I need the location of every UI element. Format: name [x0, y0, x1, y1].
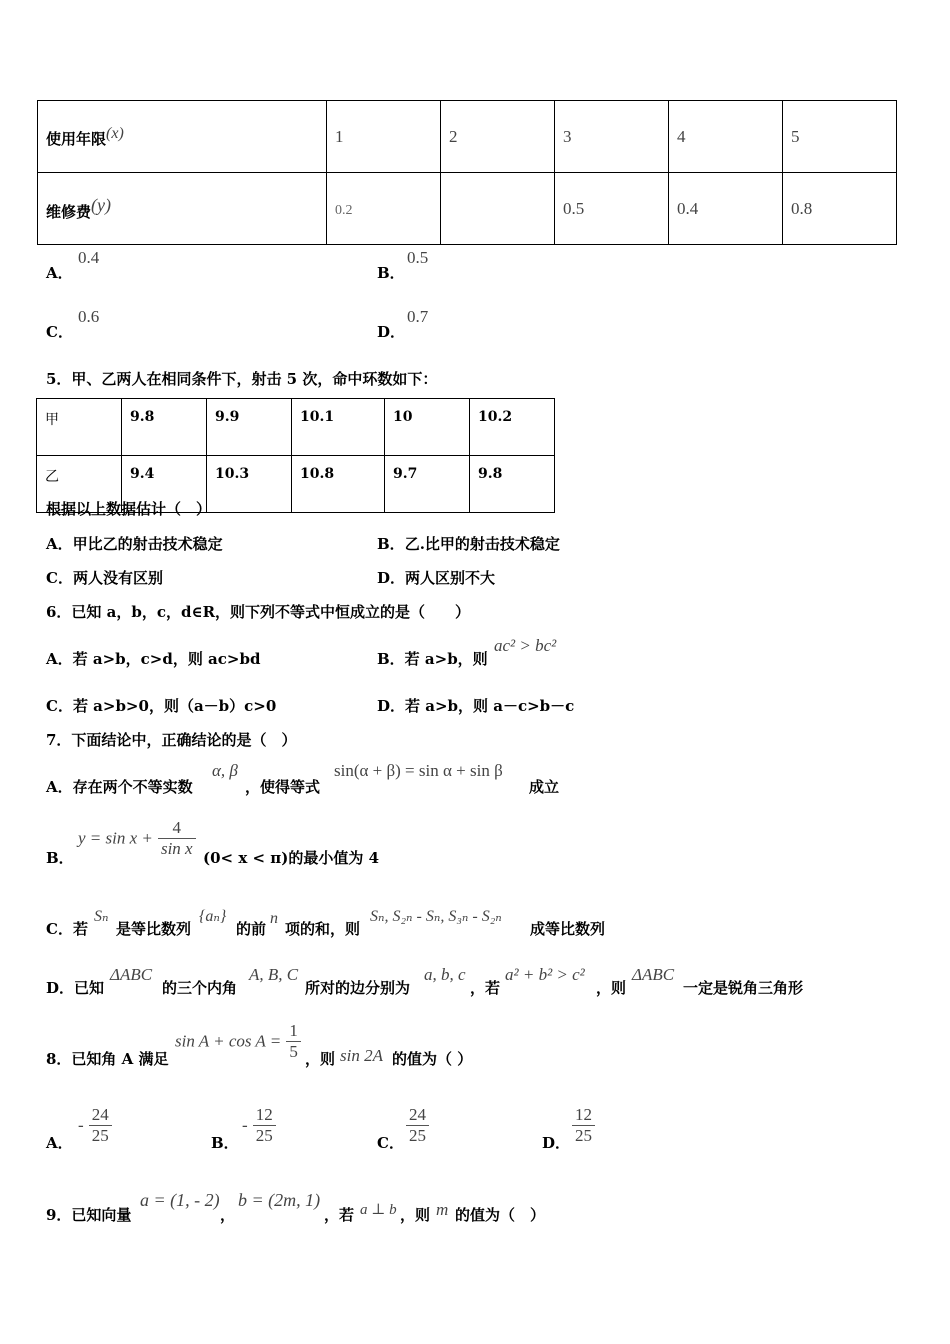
q9-comma: ， — [220, 1206, 236, 1224]
table-cell: 10.2 — [470, 399, 555, 456]
table-row — [37, 399, 555, 456]
q8-option-d: D． — [542, 1134, 571, 1152]
table-row — [38, 173, 897, 245]
q5-option-d: D．两人区别不大 — [377, 569, 496, 587]
table-cell: 10.1 — [292, 399, 385, 456]
option-c-value: 0.6 — [78, 307, 100, 326]
q9-stem: 9．已知向量 — [46, 1206, 132, 1224]
q7-a-vars: α, β — [212, 761, 238, 780]
table-cell: 9.7 — [385, 456, 470, 513]
q7-d-mid3: ，若 — [470, 979, 501, 997]
option-b: B． — [377, 264, 405, 282]
option-d: D． — [377, 323, 406, 341]
q5-after: 根据以上数据估计（ ） — [46, 500, 212, 518]
q7-b-math: y = sin x + $\frac{4}{\text{sin x}}$ — [78, 818, 196, 859]
maintenance-table — [37, 100, 897, 245]
q5-option-b: B．乙.比甲的射击技术稳定 — [377, 535, 560, 553]
q8-sin2a: sin 2A — [340, 1046, 383, 1065]
q7-a-post: 成立 — [529, 778, 560, 796]
q7-stem: 7．下面结论中，正确结论的是（ ） — [46, 731, 297, 749]
q8-option-b-value: - $\frac{12}{25}$ — [242, 1105, 276, 1146]
table-cell: 3 — [555, 101, 669, 173]
q6-option-c: C．若 a>b>0，则（a－b）c>0 — [46, 697, 277, 715]
q8-stem-post: 的值为（ ） — [392, 1050, 473, 1068]
table-cell: 9.4 — [122, 456, 207, 513]
q8-stem-mid: ，则 — [305, 1050, 336, 1068]
q7-c-mid1: 是等比数列 — [116, 920, 192, 938]
table-cell: 0.5 — [555, 173, 669, 245]
table-cell: 1 — [327, 101, 441, 173]
table-cell: 9.8 — [122, 399, 207, 456]
q7-d-triangle-2: ΔABC — [632, 965, 675, 984]
q9-vector-a: a = (1, - 2) — [140, 1190, 220, 1210]
shooting-table — [36, 398, 555, 513]
q7-option-a: A．存在两个不等实数 — [46, 778, 193, 796]
q5-option-a: A．甲比乙的射击技术稳定 — [46, 535, 223, 553]
option-a-value: 0.4 — [78, 248, 100, 267]
row-label-cost: 维修费(y) — [38, 173, 327, 245]
table-cell: 0.8 — [783, 173, 897, 245]
q8-option-c-value: $\frac{24}{25}$ — [406, 1105, 429, 1146]
q6-stem: 6．已知 a，b，c，d∈R，则下列不等式中恒成立的是（ ） — [46, 603, 471, 621]
option-a: A． — [46, 264, 73, 282]
q7-d-mid1: 的三个内角 — [162, 979, 238, 997]
table-cell: 10.3 — [207, 456, 292, 513]
q8-option-b: B． — [211, 1134, 239, 1152]
table-cell: 9.9 — [207, 399, 292, 456]
q7-d-sides: a, b, c — [424, 965, 466, 984]
q9-mid2: ，则 — [400, 1206, 431, 1224]
q7-option-c: C．若 — [46, 920, 88, 938]
q8-stem: 8．已知角 A 满足 — [46, 1050, 169, 1068]
table-row — [38, 101, 897, 173]
q6-option-a: A．若 a>b，c>d，则 ac>bd — [46, 650, 261, 668]
q6-option-d: D．若 a>b，则 a－c>b－c — [377, 697, 575, 715]
q7-c-math: Sₙ, S₂ₙ - Sₙ, S₃ₙ - S₂ₙ — [370, 908, 502, 925]
q9-vector-b: b = (2m, 1) — [238, 1190, 321, 1210]
q7-d-triangle: ΔABC — [110, 965, 153, 984]
q7-d-inequality: a² + b² > c² — [505, 965, 585, 984]
table-cell: 0.4 — [669, 173, 783, 245]
q6-option-b: B．若 a>b，则 — [377, 650, 488, 668]
q9-post: 的值为（ ） — [455, 1206, 546, 1224]
table-cell: 2 — [441, 101, 555, 173]
q9-m: m — [436, 1200, 449, 1219]
q7-a-mid: ，使得等式 — [245, 778, 321, 796]
q8-equation: sin A + cos A = $\frac{1}{5}$ — [175, 1021, 301, 1062]
q7-b-post: (0< x < π)的最小值为 4 — [203, 849, 380, 867]
q7-a-equation: sin(α + β) = sin α + sin β — [334, 761, 503, 780]
q7-option-d: D．已知 — [46, 979, 105, 997]
q7-c-sn: Sₙ — [94, 908, 109, 925]
q7-d-mid2: 所对的边分别为 — [305, 979, 411, 997]
table-cell: 甲 — [37, 399, 122, 456]
q5-option-c: C．两人没有区别 — [46, 569, 163, 587]
q8-option-a: A． — [46, 1134, 73, 1152]
q8-option-a-value: - $\frac{24}{25}$ — [78, 1105, 112, 1146]
q7-c-mid2: 的前 — [236, 920, 267, 938]
q8-option-d-value: $\frac{12}{25}$ — [572, 1105, 595, 1146]
q7-c-mid3: 项的和，则 — [285, 920, 361, 938]
q7-d-angles: A, B, C — [249, 965, 299, 984]
q5-stem: 5．甲、乙两人在相同条件下，射击 5 次，命中环数如下： — [46, 370, 438, 388]
option-c: C． — [46, 323, 73, 341]
table-cell: 9.8 — [470, 456, 555, 513]
table-cell: 乙 — [37, 456, 122, 513]
table-cell: 0.2 — [327, 173, 441, 245]
table-cell: 10 — [385, 399, 470, 456]
table-cell: 4 — [669, 101, 783, 173]
q7-d-mid4: ，则 — [596, 979, 627, 997]
q9-perp: a ⊥ b — [360, 1202, 397, 1218]
row-label-years: 使用年限(x) — [38, 101, 327, 173]
table-cell — [441, 173, 555, 245]
q7-option-b: B． — [46, 849, 74, 867]
q8-option-c: C． — [377, 1134, 404, 1152]
q9-mid: ，若 — [324, 1206, 355, 1224]
q7-c-an: {aₙ} — [199, 908, 227, 925]
q7-d-post: 一定是锐角三角形 — [683, 979, 804, 997]
table-cell: 10.8 — [292, 456, 385, 513]
q6-option-b-math: ac² > bc² — [494, 636, 557, 655]
q7-c-post: 成等比数列 — [530, 920, 606, 938]
q7-c-n: n — [270, 910, 278, 927]
option-b-value: 0.5 — [407, 248, 429, 267]
table-cell: 5 — [783, 101, 897, 173]
option-d-value: 0.7 — [407, 307, 429, 326]
